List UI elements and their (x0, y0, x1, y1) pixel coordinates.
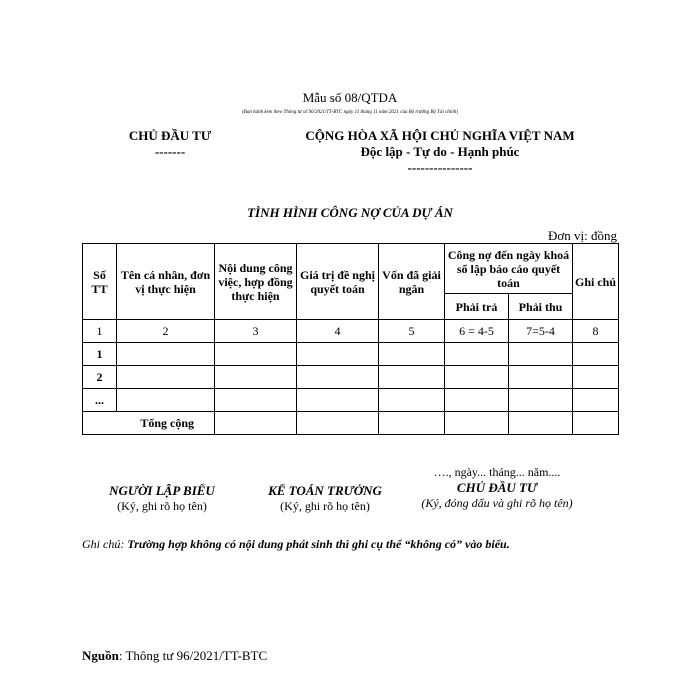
unit-label: Đơn vị: đồng (548, 228, 617, 243)
debt-table (82, 243, 619, 435)
investor-dash: ------- (154, 144, 186, 159)
header-debt: Công nợ đến ngày khoá sổ lập báo cáo quyết toán (445, 244, 573, 294)
header-payable: Phải trả (445, 294, 509, 320)
index-cell: 2 (117, 320, 215, 343)
table-cell (297, 389, 379, 412)
national-header (260, 128, 620, 176)
row-number: ... (83, 389, 117, 412)
investor-label: CHỦ ĐẦU TƯ (128, 128, 212, 143)
index-cell: 4 (297, 320, 379, 343)
index-cell: 5 (379, 320, 445, 343)
accountant-role: KẾ TOÁN TRƯỞNG (268, 483, 382, 498)
table-cell (573, 343, 619, 366)
table-cell (445, 343, 509, 366)
table-row (83, 343, 619, 366)
index-cell: 1 (83, 320, 117, 343)
header-name: Tên cá nhân, đơn vị thực hiện (117, 244, 215, 320)
total-row (83, 412, 619, 435)
investor-header (110, 128, 230, 160)
source-text: : Thông tư 96/2021/TT-BTC (118, 648, 268, 663)
index-cell: 6 = 4-5 (445, 320, 509, 343)
header-receivable: Phải thu (509, 294, 573, 320)
table-cell (573, 389, 619, 412)
row-number: 2 (83, 366, 117, 389)
table-cell (215, 343, 297, 366)
header-note: Ghi chú (573, 244, 619, 320)
note-label: Ghi chú: (82, 537, 125, 551)
table-cell (445, 389, 509, 412)
header-stt: Số TT (83, 244, 117, 320)
table-cell (215, 412, 297, 435)
accountant-hint: (Ký, ghi rõ họ tên) (280, 499, 370, 513)
header-row (83, 244, 619, 294)
signature-accountant (250, 483, 400, 514)
table-cell (445, 366, 509, 389)
preparer-hint: (Ký, ghi rõ họ tên) (117, 499, 207, 513)
table-cell (215, 366, 297, 389)
index-cell: 3 (215, 320, 297, 343)
index-row (83, 320, 619, 343)
header-disbursed: Vốn đã giải ngân (379, 244, 445, 320)
table-cell (379, 366, 445, 389)
index-cell: 7=5-4 (509, 320, 573, 343)
table-cell (379, 412, 445, 435)
preparer-role: NGƯỜI LẬP BIỂU (109, 483, 215, 498)
table-cell (117, 389, 215, 412)
table-cell (297, 343, 379, 366)
table-row (83, 366, 619, 389)
header-value: Giá trị đề nghị quyết toán (297, 244, 379, 320)
motto-dash: --------------- (407, 160, 473, 175)
signature-preparer (82, 483, 242, 514)
document-title: TÌNH HÌNH CÔNG NỢ CỦA DỰ ÁN (247, 205, 453, 220)
form-note: (Ban hành kèm theo Thông tư số 96/2021/TT-BTC ngày 11 tháng 11 năm 2021 của Bộ trưởng Bộ Tài chính) (242, 110, 458, 115)
signature-investor (412, 465, 582, 511)
table-cell (509, 389, 573, 412)
table-cell (379, 343, 445, 366)
table-cell (509, 412, 573, 435)
motto: Độc lập - Tự do - Hạnh phúc (360, 144, 520, 159)
table-cell (573, 366, 619, 389)
table-cell (297, 366, 379, 389)
table-cell (117, 366, 215, 389)
note-text: Trường hợp không có nội dung phát sinh thì ghi cụ thể “không có” vào biểu. (127, 537, 510, 551)
form-code: Mẫu số 08/QTDA (302, 90, 398, 105)
row-number: 1 (83, 343, 117, 366)
date-line: …., ngày... tháng... năm.... (433, 465, 561, 479)
investor-hint: (Ký, đóng dấu và ghi rõ họ tên) (421, 496, 573, 510)
table-row (83, 389, 619, 412)
table-cell (379, 389, 445, 412)
table-cell (297, 412, 379, 435)
table-cell (509, 343, 573, 366)
total-label: Tổng cộng (83, 412, 215, 435)
table-cell (117, 343, 215, 366)
source-label: Nguồn (82, 648, 119, 663)
header-content: Nội dung công việc, hợp đồng thực hiện (215, 244, 297, 320)
table-cell (445, 412, 509, 435)
source-line (82, 648, 267, 664)
index-cell: 8 (573, 320, 619, 343)
investor-role: CHỦ ĐẦU TƯ (456, 480, 538, 495)
table-cell (509, 366, 573, 389)
table-cell (215, 389, 297, 412)
table-cell (573, 412, 619, 435)
footnote (82, 537, 510, 552)
nation-name: CỘNG HÒA XÃ HỘI CHỦ NGHĨA VIỆT NAM (305, 128, 575, 143)
